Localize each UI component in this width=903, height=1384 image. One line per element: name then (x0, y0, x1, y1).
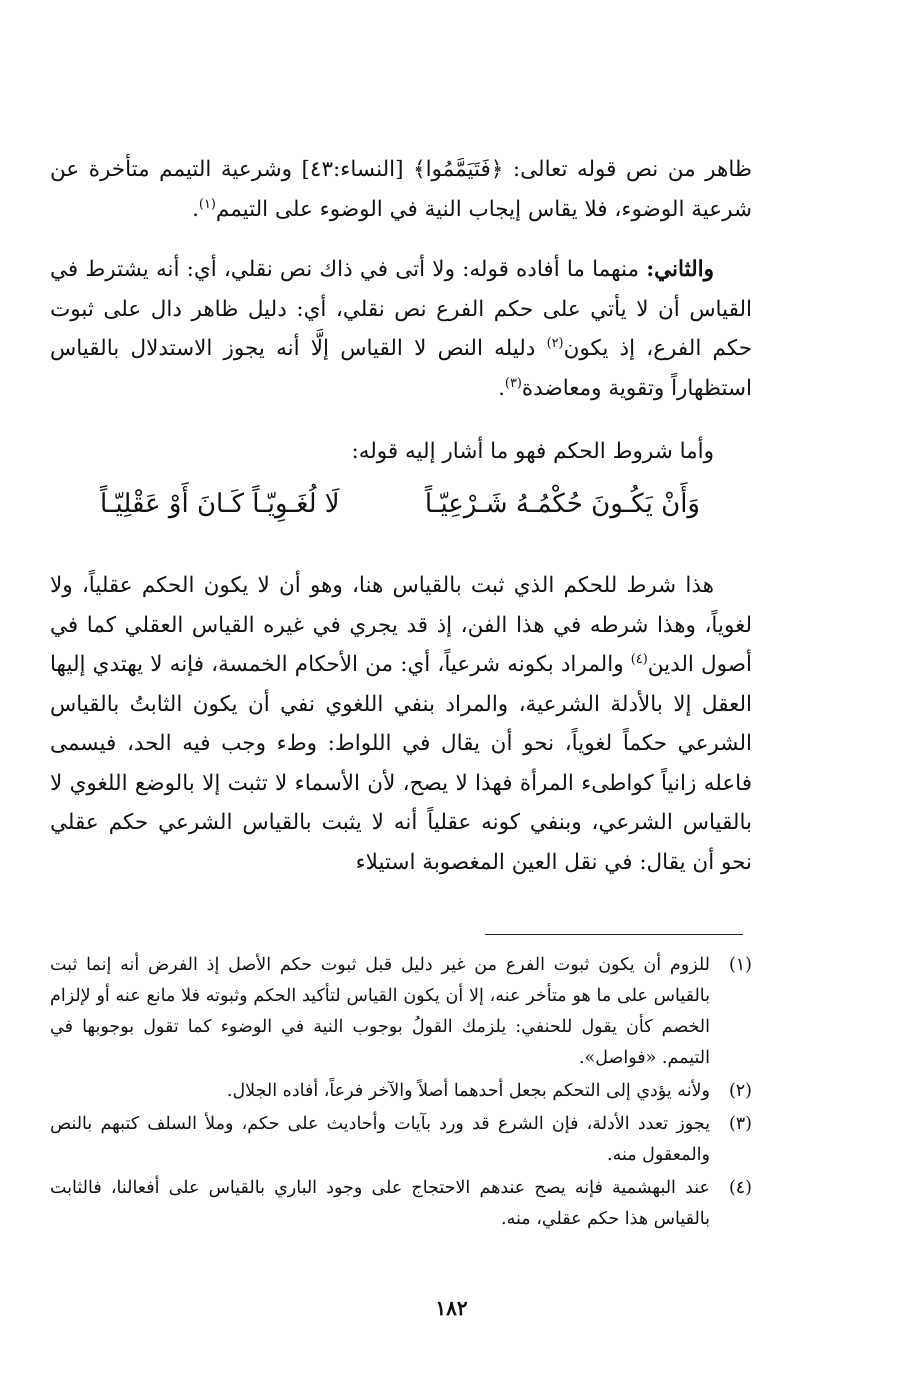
paragraph-3: وأما شروط الحكم فهو ما أشار إليه قوله: (351, 439, 714, 464)
paragraph-4 (50, 566, 752, 882)
verse-hemistich-2: لَا لُغَـوِيّـاً كَـانَ أَوْ عَقْلِيّـاً (100, 489, 340, 519)
footnote-3 (50, 1109, 752, 1171)
paragraph-4-text-b: والمراد بكونه شرعياً، أي: من الأحكام الخمسة، فإنه لا يهتدي إليها العقل إلا بالأدلة الشرعية، والمراد بنفي اللغوي نفي أن يكون الثابتُ بالقياس الشرعي حكماً لغوياً، نحو أن يقال في اللواط: وطء وجب فيه الحد، فيسمى فاعله زانياً كواطىء المرأة فهذا لا يصح، لأن الأسماء لا تثبت إلا بالوضع اللغوي لا بالقياس الشرعي، وبنفي كونه عقلياً أنه لا يثبت بالقياس الشرعي حكم عقلي نحو أن يقال: في نقل العين المغصوبة استيلاء (50, 652, 752, 875)
footnote-text: ولأنه يؤدي إلى التحكم بجعل أحدهما أصلاً والآخر فرعاً، أفاده الجلال. (226, 1081, 710, 1101)
paragraph-2-lead: والثاني: (646, 257, 714, 282)
footnote-number: (٢) (728, 1081, 752, 1101)
footnote-4 (50, 1173, 752, 1235)
footnote-2 (50, 1076, 752, 1107)
paragraph-2-text-a: منهما ما أفاده قوله: ولا أتى في ذاك نص نقلي، أي: أنه يشترط في القياس أن لا يأتي على حكم الفرع نص نقلي، أي: دليل ظاهر دال على ثبوت حكم الفرع، إذ يكون (50, 257, 752, 361)
paragraph-1-text: ظاهر من نص قوله تعالى: ﴿فَتَيَمَّمُوا﴾ [النساء:٤٣] وشرعية التيمم متأخرة عن شرعية الوضوء، فلا يقاس إيجاب النية في الوضوء على التيمم (50, 157, 753, 222)
footnote-1 (50, 950, 752, 1074)
footnote-number: (١) (728, 955, 752, 975)
paragraph-2-end: . (498, 375, 505, 401)
paragraph-1 (50, 150, 752, 229)
verse-line (100, 480, 700, 528)
footnote-number: (٣) (728, 1114, 752, 1134)
paragraph-1-end: . (192, 196, 199, 222)
footnote-number: (٤) (728, 1178, 752, 1198)
footnote-text: للزوم أن يكون ثبوت الفرع من غير دليل قبل ثبوت حكم الأصل إذ الفرض أنه إنما ثبت بالقياس على ما هو متأخر عنه، إلا أن يكون القياس لتأكيد الحكم وثبوته فلا مانع عنه أو لإلزام الخصم كأن يقول للحنفي: يلزمك القولُ بوجوب النية في الوضوء كما تقول بوجوبها في التيمم. «فواصل». (50, 955, 710, 1068)
footnote-ref-3[interactable]: (٣) (504, 375, 522, 391)
paragraph-4-text-a: هذا شرط للحكم الذي ثبت بالقياس هنا، وهو أن لا يكون الحكم عقلياً، ولا لغوياً، وهذا شرطه في هذا الفن، إذ قد يجري في غيره القياس العقلي كما في أصول الدين (50, 573, 752, 677)
footnote-text: يجوز تعدد الأدلة، فإن الشرع قد ورد بآيات وأحاديث على حكم، وملأ السلف كتبهم بالنص والمعقول منه. (50, 1114, 710, 1165)
footnote-ref-1[interactable]: (١) (198, 196, 216, 212)
paragraph-2-text-b: دليله النص لا القياس إلَّا أنه يجوز الاستدلال بالقياس استظهاراً وتقوية ومعاضدة (50, 336, 752, 401)
footnote-ref-4[interactable]: (٤) (630, 651, 648, 667)
verse-hemistich-1: وَأَنْ يَكُـونَ حُكْمُـهُ شَـرْعِيّـاً (424, 489, 700, 519)
page-number: ١٨٢ (435, 1296, 468, 1320)
footnotes (50, 950, 752, 1237)
paragraph-2 (50, 250, 752, 408)
footnote-ref-2[interactable]: (٢) (546, 335, 564, 351)
footnote-text: عند البهشمية فإنه يصح عندهم الاحتجاج على وجود الباري بالقياس على أفعالنا، فالثابت بالقياس هذا حكم عقلي، منه. (50, 1178, 710, 1229)
footnote-separator (485, 934, 743, 935)
